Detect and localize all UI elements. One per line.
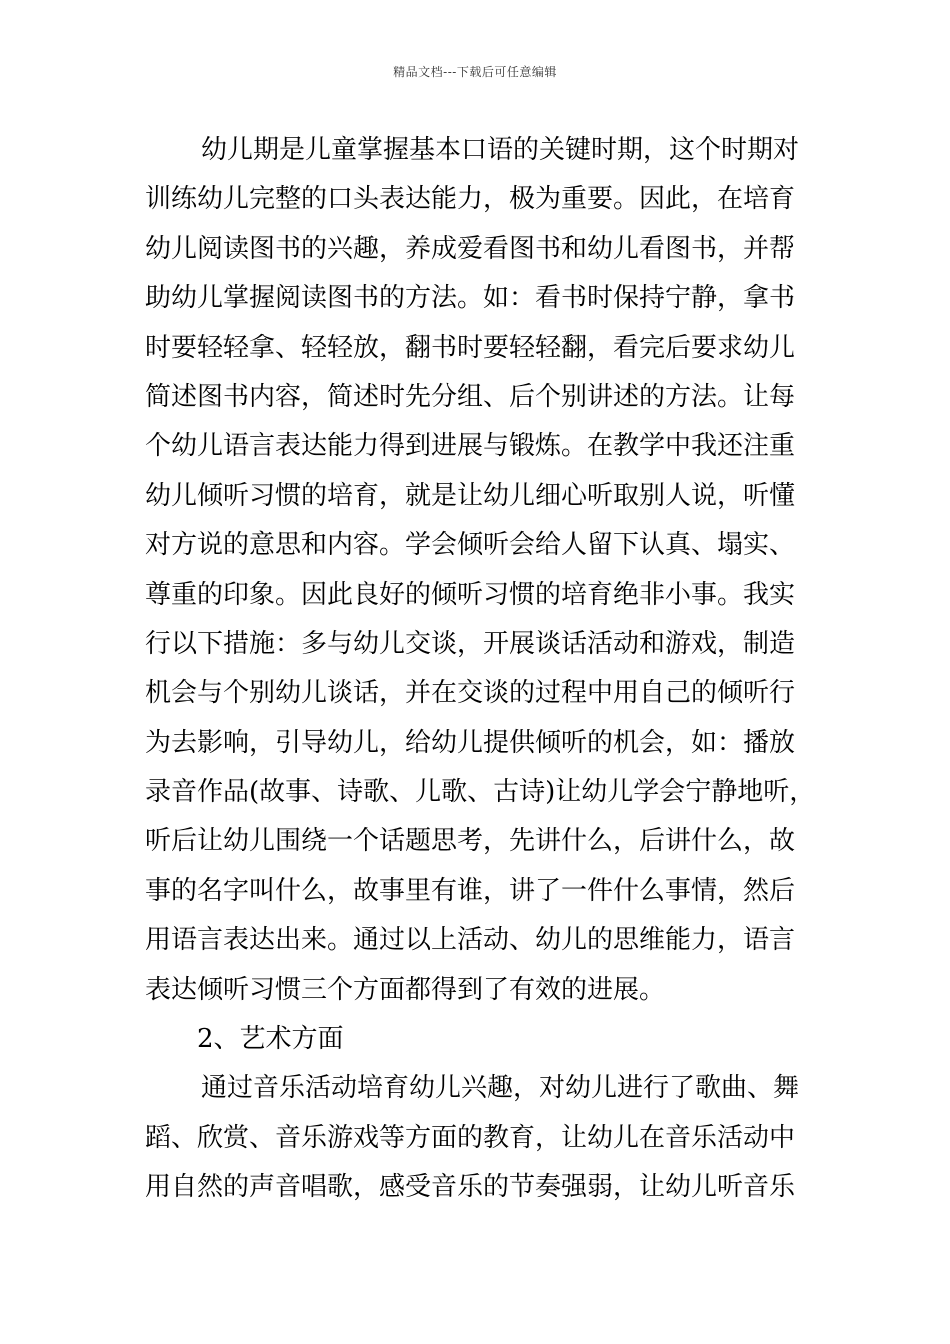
- text-line: 助幼儿掌握阅读图书的方法。如：看书时保持宁静，拿书: [145, 283, 796, 314]
- text-line: 幼儿期是儿童掌握基本口语的关键时期，这个时期对: [201, 135, 800, 165]
- text-line: 对方说的意思和内容。学会倾听会给人留下认真、塌实、: [145, 530, 796, 561]
- text-line: 蹈、欣赏、音乐游戏等方面的教育，让幼儿在音乐活动中: [145, 1122, 796, 1153]
- text-line: 为去影响，引导幼儿，给幼儿提供倾听的机会，如：播放: [145, 727, 796, 758]
- text-line: 机会与个别幼儿谈话，并在交谈的过程中用自己的倾听行: [145, 678, 796, 709]
- section-heading: 2、艺术方面: [197, 1024, 344, 1055]
- document-body: [145, 126, 815, 1213]
- text-line: 录音作品(故事、诗歌、儿歌、古诗)让幼儿学会宁静地听，: [145, 777, 816, 808]
- text-line: 行以下措施：多与幼儿交谈，开展谈话活动和游戏，制造: [145, 628, 796, 659]
- text-line: 幼儿倾听习惯的培育，就是让幼儿细心听取别人说，听懂: [145, 480, 796, 511]
- page-header: 精品文档---下载后可任意编辑: [393, 65, 557, 79]
- text-line: 通过音乐活动培育幼儿兴趣，对幼儿进行了歌曲、舞: [201, 1073, 800, 1104]
- paragraph-language: [145, 126, 815, 1015]
- text-line: 尊重的印象。因此良好的倾听习惯的培育绝非小事。我实: [145, 579, 796, 610]
- text-line: 训练幼儿完整的口头表达能力，极为重要。因此，在培育: [145, 184, 796, 215]
- section-heading-wrap: [145, 1015, 815, 1064]
- text-line: 表达倾听习惯三个方面都得到了有效的进展。: [145, 974, 666, 1005]
- text-line: 用自然的声音唱歌，感受音乐的节奏强弱，让幼儿听音乐: [145, 1172, 796, 1203]
- paragraph-art: [145, 1064, 815, 1212]
- text-line: 听后让幼儿围绕一个话题思考，先讲什么，后讲什么，故: [145, 826, 796, 857]
- text-line: 个幼儿语言表达能力得到进展与锻炼。在教学中我还注重: [145, 431, 796, 462]
- text-line: 时要轻轻拿、轻轻放，翻书时要轻轻翻，看完后要求幼儿: [145, 332, 796, 363]
- text-line: 用语言表达出来。通过以上活动、幼儿的思维能力，语言: [145, 925, 796, 956]
- text-line: 事的名字叫什么，故事里有谁，讲了一件什么事情，然后: [145, 875, 796, 906]
- text-line: 幼儿阅读图书的兴趣，养成爱看图书和幼儿看图书，并帮: [145, 233, 796, 264]
- text-line: 简述图书内容，简述时先分组、后个别讲述的方法。让每: [145, 381, 796, 412]
